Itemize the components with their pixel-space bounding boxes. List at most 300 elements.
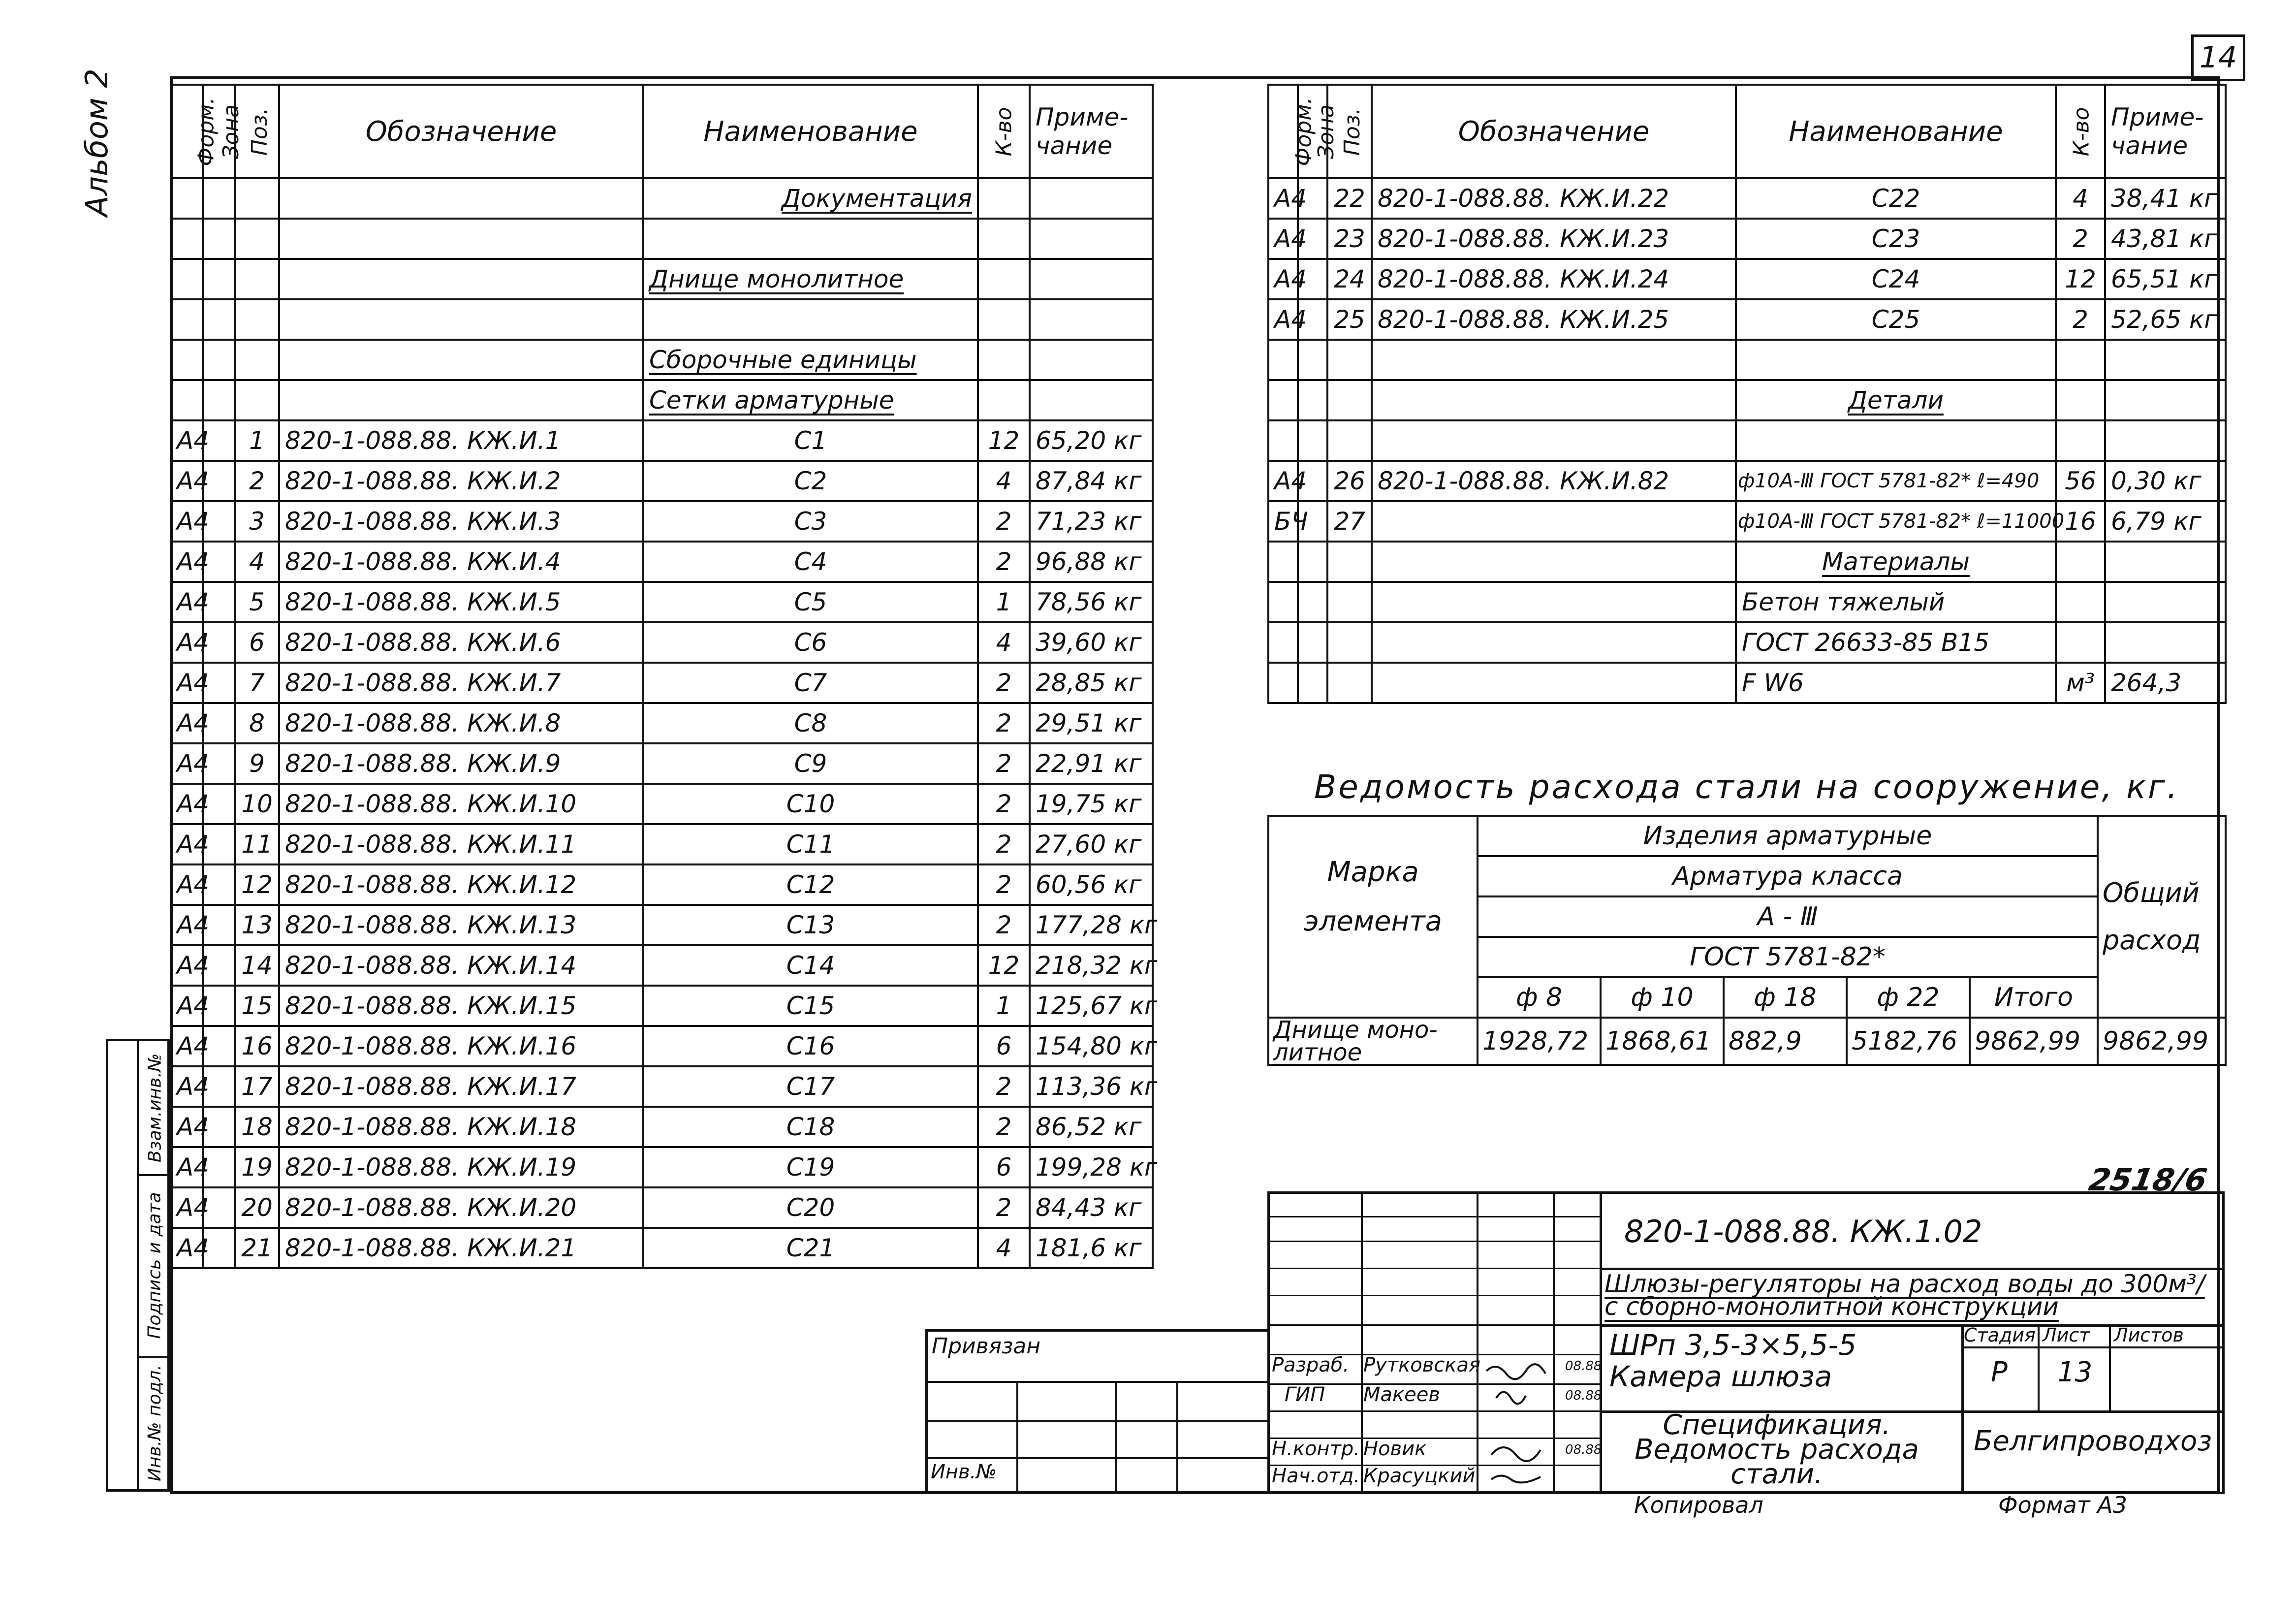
row-form	[1268, 420, 1298, 461]
row-note: 52,65 кг	[2105, 299, 2226, 340]
left-section-row	[171, 178, 1153, 219]
left-table-row	[171, 1187, 1153, 1228]
row-note: 38,41 кг	[2105, 178, 2226, 219]
row-form: А4	[171, 1147, 203, 1187]
row-qty: 2	[978, 663, 1030, 703]
sheets-label: Листов	[2114, 1324, 2184, 1346]
row-zone	[1298, 622, 1327, 663]
title-block	[1267, 1191, 2225, 1494]
row-form	[1268, 542, 1298, 582]
left-empty-cell	[279, 299, 643, 340]
row-qty	[2056, 622, 2105, 663]
row-pos: 27	[1327, 501, 1372, 542]
left-empty-cell	[1030, 178, 1153, 219]
row-name: С5	[643, 582, 978, 622]
row-designation: 820-1-088.88. КЖ.И.25	[1372, 299, 1736, 340]
right-table-row	[1268, 299, 2226, 340]
steel-total-label: Общий расход	[2098, 816, 2226, 1018]
steel-val-3: 5182,76	[1847, 1018, 1970, 1065]
row-qty: 2	[978, 1107, 1030, 1147]
left-empty-cell	[279, 259, 643, 299]
row-qty: 6	[978, 1026, 1030, 1066]
left-empty-cell	[171, 299, 203, 340]
row-qty: 2	[978, 1066, 1030, 1107]
left-spec-table	[170, 84, 1158, 1269]
row-pos: 25	[1327, 299, 1372, 340]
row-pos: 21	[235, 1228, 279, 1268]
left-table-row	[171, 1147, 1153, 1187]
row-note: 199,28 кг	[1030, 1147, 1153, 1187]
steel-val-4: 9862,99	[1970, 1018, 2098, 1065]
row-name	[1736, 420, 2056, 461]
row-form: А4	[171, 864, 203, 905]
row-name: С21	[643, 1228, 978, 1268]
steel-class-value: А - Ⅲ	[1478, 896, 2098, 937]
row-note: 39,60 кг	[1030, 622, 1153, 663]
left-table-row	[171, 864, 1153, 905]
row-note: 84,43 кг	[1030, 1187, 1153, 1228]
row-pos: 17	[235, 1066, 279, 1107]
row-note	[2105, 622, 2226, 663]
format-label: Формат А3	[1998, 1492, 2127, 1518]
inv-label: Инв.№	[931, 1461, 997, 1483]
left-hdr-qty: К-во	[991, 107, 1016, 156]
left-table-row	[171, 784, 1153, 824]
row-qty: 56	[2056, 461, 2105, 501]
row-note: 87,84 кг	[1030, 461, 1153, 501]
row-form: А4	[171, 945, 203, 986]
left-empty-cell	[978, 380, 1030, 420]
row-note	[2105, 542, 2226, 582]
row-qty: 2	[978, 703, 1030, 743]
row-note: 113,36 кг	[1030, 1066, 1153, 1107]
row-name: С14	[643, 945, 978, 986]
row-pos: 22	[1327, 178, 1372, 219]
row-form: А4	[171, 1026, 203, 1066]
row-name: С7	[643, 663, 978, 703]
row-qty: 2	[978, 501, 1030, 542]
signature-marks	[1481, 1356, 1550, 1484]
row-pos: 14	[235, 945, 279, 986]
right-table-row	[1268, 340, 2226, 380]
row-note: 43,81 кг	[2105, 219, 2226, 259]
row-name: С24	[1736, 259, 2056, 299]
left-empty-cell	[978, 259, 1030, 299]
row-form: А4	[171, 461, 203, 501]
sheet-label: Лист	[2043, 1324, 2090, 1346]
row-qty: 2	[2056, 299, 2105, 340]
right-hdr-form: Форм.	[1291, 97, 1317, 166]
left-empty-cell	[235, 219, 279, 259]
row-pos	[1327, 420, 1372, 461]
left-empty-cell	[1030, 219, 1153, 259]
row-qty: м³	[2056, 663, 2105, 703]
right-table-row	[1268, 178, 2226, 219]
row-note: 22,91 кг	[1030, 743, 1153, 784]
row-note: 28,85 кг	[1030, 663, 1153, 703]
album-label-text: Альбом 2	[79, 68, 115, 217]
role-2: Н.контр.	[1272, 1438, 1360, 1460]
left-empty-cell	[203, 219, 235, 259]
row-name: Бетон тяжелый	[1736, 582, 2056, 622]
row-form: А4	[1268, 219, 1298, 259]
steel-col-1: ф 10	[1601, 977, 1724, 1018]
left-section-name	[643, 380, 978, 420]
row-name	[1736, 340, 2056, 380]
left-hdr-form: Форм.	[193, 97, 219, 166]
row-name: С16	[643, 1026, 978, 1066]
steel-products: Изделия арматурные	[1478, 816, 2098, 856]
row-qty	[2056, 542, 2105, 582]
left-empty-cell	[203, 380, 235, 420]
row-name: С18	[643, 1107, 978, 1147]
row-form: БЧ	[1268, 501, 1298, 542]
row-name: С19	[643, 1147, 978, 1187]
row-designation: 820-1-088.88. КЖ.И.12	[279, 864, 643, 905]
role-3: Нач.отд.	[1272, 1465, 1360, 1487]
left-empty-cell	[171, 259, 203, 299]
left-table-row	[171, 703, 1153, 743]
right-table-row	[1268, 542, 2226, 582]
right-table-row	[1268, 380, 2226, 420]
row-note: 78,56 кг	[1030, 582, 1153, 622]
left-table-row	[171, 622, 1153, 663]
row-qty: 12	[2056, 259, 2105, 299]
row-name: С11	[643, 824, 978, 864]
row-form: А4	[171, 622, 203, 663]
row-name: С8	[643, 703, 978, 743]
left-hdr-zone: Зона	[218, 104, 244, 159]
left-empty-cell	[978, 299, 1030, 340]
album-label	[79, 20, 118, 217]
steel-rebar-class: Арматура класса	[1478, 856, 2098, 896]
row-designation	[1372, 542, 1736, 582]
row-note: 96,88 кг	[1030, 542, 1153, 582]
tied-block	[925, 1329, 1270, 1494]
row-qty: 4	[978, 622, 1030, 663]
left-empty-cell	[279, 380, 643, 420]
row-pos	[1327, 340, 1372, 380]
role-name-0: Рутковская	[1363, 1354, 1481, 1376]
row-form: А4	[1268, 178, 1298, 219]
row-form: А4	[171, 1187, 203, 1228]
sheet-title: Спецификация. Ведомость расхода стали.	[1635, 1409, 1919, 1490]
right-header-row	[1268, 85, 2226, 178]
row-designation: 820-1-088.88. КЖ.И.10	[279, 784, 643, 824]
row-pos: 1	[235, 420, 279, 461]
row-form	[1268, 622, 1298, 663]
steel-total: 9862,99	[2098, 1018, 2226, 1065]
left-empty-cell	[203, 259, 235, 299]
row-designation: 820-1-088.88. КЖ.И.18	[279, 1107, 643, 1147]
left-table-row	[171, 501, 1153, 542]
steel-val-2: 882,9	[1724, 1018, 1847, 1065]
right-section-label: Материалы	[1822, 547, 1970, 576]
right-spec-table	[1267, 84, 2227, 704]
left-header-row	[171, 85, 1153, 178]
left-table-row	[171, 542, 1153, 582]
row-pos: 7	[235, 663, 279, 703]
row-form: А4	[171, 743, 203, 784]
doc-code: 820-1-088.88. КЖ.1.02	[1624, 1214, 1982, 1249]
row-name: F W6	[1736, 663, 2056, 703]
sheet-value: 13	[2057, 1356, 2093, 1388]
row-pos: 23	[1327, 219, 1372, 259]
role-date-1: 08.88	[1565, 1388, 1602, 1403]
row-note: 29,51 кг	[1030, 703, 1153, 743]
row-designation: 820-1-088.88. КЖ.И.15	[279, 986, 643, 1026]
row-pos: 15	[235, 986, 279, 1026]
row-pos: 12	[235, 864, 279, 905]
left-empty-cell	[171, 340, 203, 380]
row-form: А4	[171, 703, 203, 743]
stage-value: Р	[1991, 1356, 2008, 1388]
row-pos: 8	[235, 703, 279, 743]
left-empty-cell	[171, 178, 203, 219]
row-name: С23	[1736, 219, 2056, 259]
row-zone	[1298, 542, 1327, 582]
row-qty: 2	[978, 743, 1030, 784]
row-pos: 2	[235, 461, 279, 501]
role-1: ГИП	[1285, 1383, 1325, 1406]
row-designation	[1372, 622, 1736, 663]
right-table-row	[1268, 259, 2226, 299]
left-section-row	[171, 219, 1153, 259]
row-designation: 820-1-088.88. КЖ.И.20	[279, 1187, 643, 1228]
left-section-name	[643, 299, 978, 340]
row-designation	[1372, 380, 1736, 420]
row-name: С10	[643, 784, 978, 824]
left-section-label: Документация	[782, 184, 972, 213]
left-empty-cell	[235, 178, 279, 219]
row-pos	[1327, 380, 1372, 420]
left-empty-cell	[1030, 299, 1153, 340]
row-pos	[1327, 663, 1372, 703]
left-empty-cell	[1030, 380, 1153, 420]
page-number-box	[2191, 34, 2245, 81]
left-section-label: Сетки арматурные	[649, 386, 894, 415]
row-name: С1	[643, 420, 978, 461]
left-table-row	[171, 945, 1153, 986]
row-form	[1268, 340, 1298, 380]
left-section-label: Сборочные единицы	[649, 346, 917, 374]
row-note: 86,52 кг	[1030, 1107, 1153, 1147]
row-form: А4	[1268, 461, 1298, 501]
row-name: С17	[643, 1066, 978, 1107]
row-qty: 12	[978, 945, 1030, 986]
row-designation: 820-1-088.88. КЖ.И.19	[279, 1147, 643, 1187]
row-designation: 820-1-088.88. КЖ.И.21	[279, 1228, 643, 1268]
row-pos: 16	[235, 1026, 279, 1066]
steel-blank-cell	[1268, 977, 1478, 1018]
row-pos: 3	[235, 501, 279, 542]
steel-col-2: ф 18	[1724, 977, 1847, 1018]
row-name: С4	[643, 542, 978, 582]
row-qty	[2056, 582, 2105, 622]
left-section-row	[171, 259, 1153, 299]
right-hdr-pos: Поз.	[1340, 107, 1365, 156]
steel-mark-label: Марка элемента	[1268, 816, 1478, 977]
stamp-number: 2518/6	[2086, 1162, 2210, 1198]
row-form: А4	[171, 986, 203, 1026]
row-qty	[2056, 380, 2105, 420]
row-name: С20	[643, 1187, 978, 1228]
role-name-2: Новик	[1363, 1438, 1427, 1460]
right-table-row	[1268, 219, 2226, 259]
row-form: А4	[1268, 299, 1298, 340]
row-designation: 820-1-088.88. КЖ.И.6	[279, 622, 643, 663]
row-designation: 820-1-088.88. КЖ.И.7	[279, 663, 643, 703]
left-empty-cell	[279, 340, 643, 380]
steel-col-4: Итого	[1970, 977, 2098, 1018]
row-form: А4	[171, 582, 203, 622]
left-table-row	[171, 420, 1153, 461]
row-pos: 11	[235, 824, 279, 864]
row-note: 218,32 кг	[1030, 945, 1153, 986]
left-section-name	[643, 219, 978, 259]
right-table-row	[1268, 582, 2226, 622]
row-name: С15	[643, 986, 978, 1026]
row-form: А4	[171, 663, 203, 703]
row-designation	[1372, 501, 1736, 542]
row-pos: 10	[235, 784, 279, 824]
left-section-row	[171, 380, 1153, 420]
row-designation	[1372, 340, 1736, 380]
row-designation: 820-1-088.88. КЖ.И.22	[1372, 178, 1736, 219]
left-hdr-name: Наименование	[643, 85, 978, 178]
right-table-row	[1268, 461, 2226, 501]
row-designation: 820-1-088.88. КЖ.И.4	[279, 542, 643, 582]
left-empty-cell	[235, 259, 279, 299]
left-section-row	[171, 340, 1153, 380]
right-table-row	[1268, 622, 2226, 663]
row-designation: 820-1-088.88. КЖ.И.9	[279, 743, 643, 784]
row-pos: 4	[235, 542, 279, 582]
row-note: 27,60 кг	[1030, 824, 1153, 864]
object-title: ШРп 3,5-3×5,5-5 Камера шлюза	[1609, 1328, 1857, 1393]
row-qty: 2	[978, 784, 1030, 824]
left-table-row	[171, 905, 1153, 945]
row-note	[2105, 340, 2226, 380]
row-pos: 19	[235, 1147, 279, 1187]
row-qty	[2056, 340, 2105, 380]
steel-col-0: ф 8	[1478, 977, 1601, 1018]
left-table-row	[171, 986, 1153, 1026]
row-qty: 12	[978, 420, 1030, 461]
left-hdr-designation: Обозначение	[279, 85, 643, 178]
row-zone	[1298, 663, 1327, 703]
row-note	[2105, 420, 2226, 461]
row-designation: 820-1-088.88. КЖ.И.24	[1372, 259, 1736, 299]
row-form: А4	[171, 1228, 203, 1268]
row-pos	[1327, 542, 1372, 582]
row-form: А4	[171, 1107, 203, 1147]
row-note: 177,28 кг	[1030, 905, 1153, 945]
row-designation: 820-1-088.88. КЖ.И.82	[1372, 461, 1736, 501]
left-section-row	[171, 299, 1153, 340]
row-designation	[1372, 582, 1736, 622]
row-pos: 13	[235, 905, 279, 945]
row-name: С3	[643, 501, 978, 542]
row-pos: 20	[235, 1187, 279, 1228]
row-note: 264,3	[2105, 663, 2226, 703]
row-qty: 2	[978, 542, 1030, 582]
steel-val-1: 1868,61	[1601, 1018, 1724, 1065]
row-note: 154,80 кг	[1030, 1026, 1153, 1066]
row-note	[2105, 380, 2226, 420]
sign-date-label: Подпись и дата	[145, 1191, 165, 1339]
left-empty-cell	[171, 219, 203, 259]
row-designation: 820-1-088.88. КЖ.И.1	[279, 420, 643, 461]
side-stamp-col-right	[139, 1041, 167, 1489]
side-stamp-col-left	[108, 1041, 139, 1489]
row-qty: 4	[978, 1228, 1030, 1268]
row-note: 6,79 кг	[2105, 501, 2226, 542]
row-designation: 820-1-088.88. КЖ.И.3	[279, 501, 643, 542]
row-qty: 2	[978, 1187, 1030, 1228]
left-section-name	[643, 340, 978, 380]
row-zone	[1298, 582, 1327, 622]
project-title: Шлюзы-регуляторы на расход воды до 300м³/с сборно-монолитной конструкции	[1604, 1270, 2205, 1321]
left-empty-cell	[203, 299, 235, 340]
row-name: С6	[643, 622, 978, 663]
role-name-3: Красуцкий	[1363, 1465, 1476, 1487]
row-designation	[1372, 663, 1736, 703]
row-note: 0,30 кг	[2105, 461, 2226, 501]
row-name: С25	[1736, 299, 2056, 340]
right-table-row	[1268, 663, 2226, 703]
row-designation: 820-1-088.88. КЖ.И.14	[279, 945, 643, 986]
row-form	[1268, 663, 1298, 703]
row-designation: 820-1-088.88. КЖ.И.17	[279, 1066, 643, 1107]
left-table-row	[171, 824, 1153, 864]
left-table-row	[171, 663, 1153, 703]
row-designation: 820-1-088.88. КЖ.И.5	[279, 582, 643, 622]
right-hdr-note: Приме-чание	[2105, 85, 2226, 178]
row-form	[1268, 380, 1298, 420]
left-section-label: Днище монолитное	[649, 265, 904, 293]
copied-label: Копировал	[1634, 1492, 1763, 1518]
left-empty-cell	[978, 340, 1030, 380]
row-designation: 820-1-088.88. КЖ.И.16	[279, 1026, 643, 1066]
row-qty	[2056, 420, 2105, 461]
row-form: А4	[171, 784, 203, 824]
org-name: Белгипроводхоз	[1974, 1425, 2212, 1457]
row-zone	[1298, 420, 1327, 461]
row-form: А4	[171, 824, 203, 864]
side-stamp	[106, 1039, 170, 1492]
row-designation: 820-1-088.88. КЖ.И.23	[1372, 219, 1736, 259]
right-hdr-qty: К-во	[2069, 107, 2094, 156]
left-empty-cell	[279, 219, 643, 259]
row-qty: 2	[2056, 219, 2105, 259]
page-number: 14	[2199, 40, 2237, 75]
steel-gost: ГОСТ 5781-82*	[1478, 937, 2098, 977]
row-qty: 4	[978, 461, 1030, 501]
left-hdr-note: Приме-чание	[1030, 85, 1153, 178]
row-note: 181,6 кг	[1030, 1228, 1153, 1268]
row-pos: 9	[235, 743, 279, 784]
steel-col-3: ф 22	[1847, 977, 1970, 1018]
row-qty: 2	[978, 824, 1030, 864]
row-qty: 2	[978, 864, 1030, 905]
row-qty: 1	[978, 986, 1030, 1026]
left-table-row	[171, 1066, 1153, 1107]
row-form	[1268, 582, 1298, 622]
replace-inv-label: Взам.инв.№	[145, 1053, 165, 1162]
row-form: А4	[171, 1066, 203, 1107]
left-empty-cell	[1030, 259, 1153, 299]
